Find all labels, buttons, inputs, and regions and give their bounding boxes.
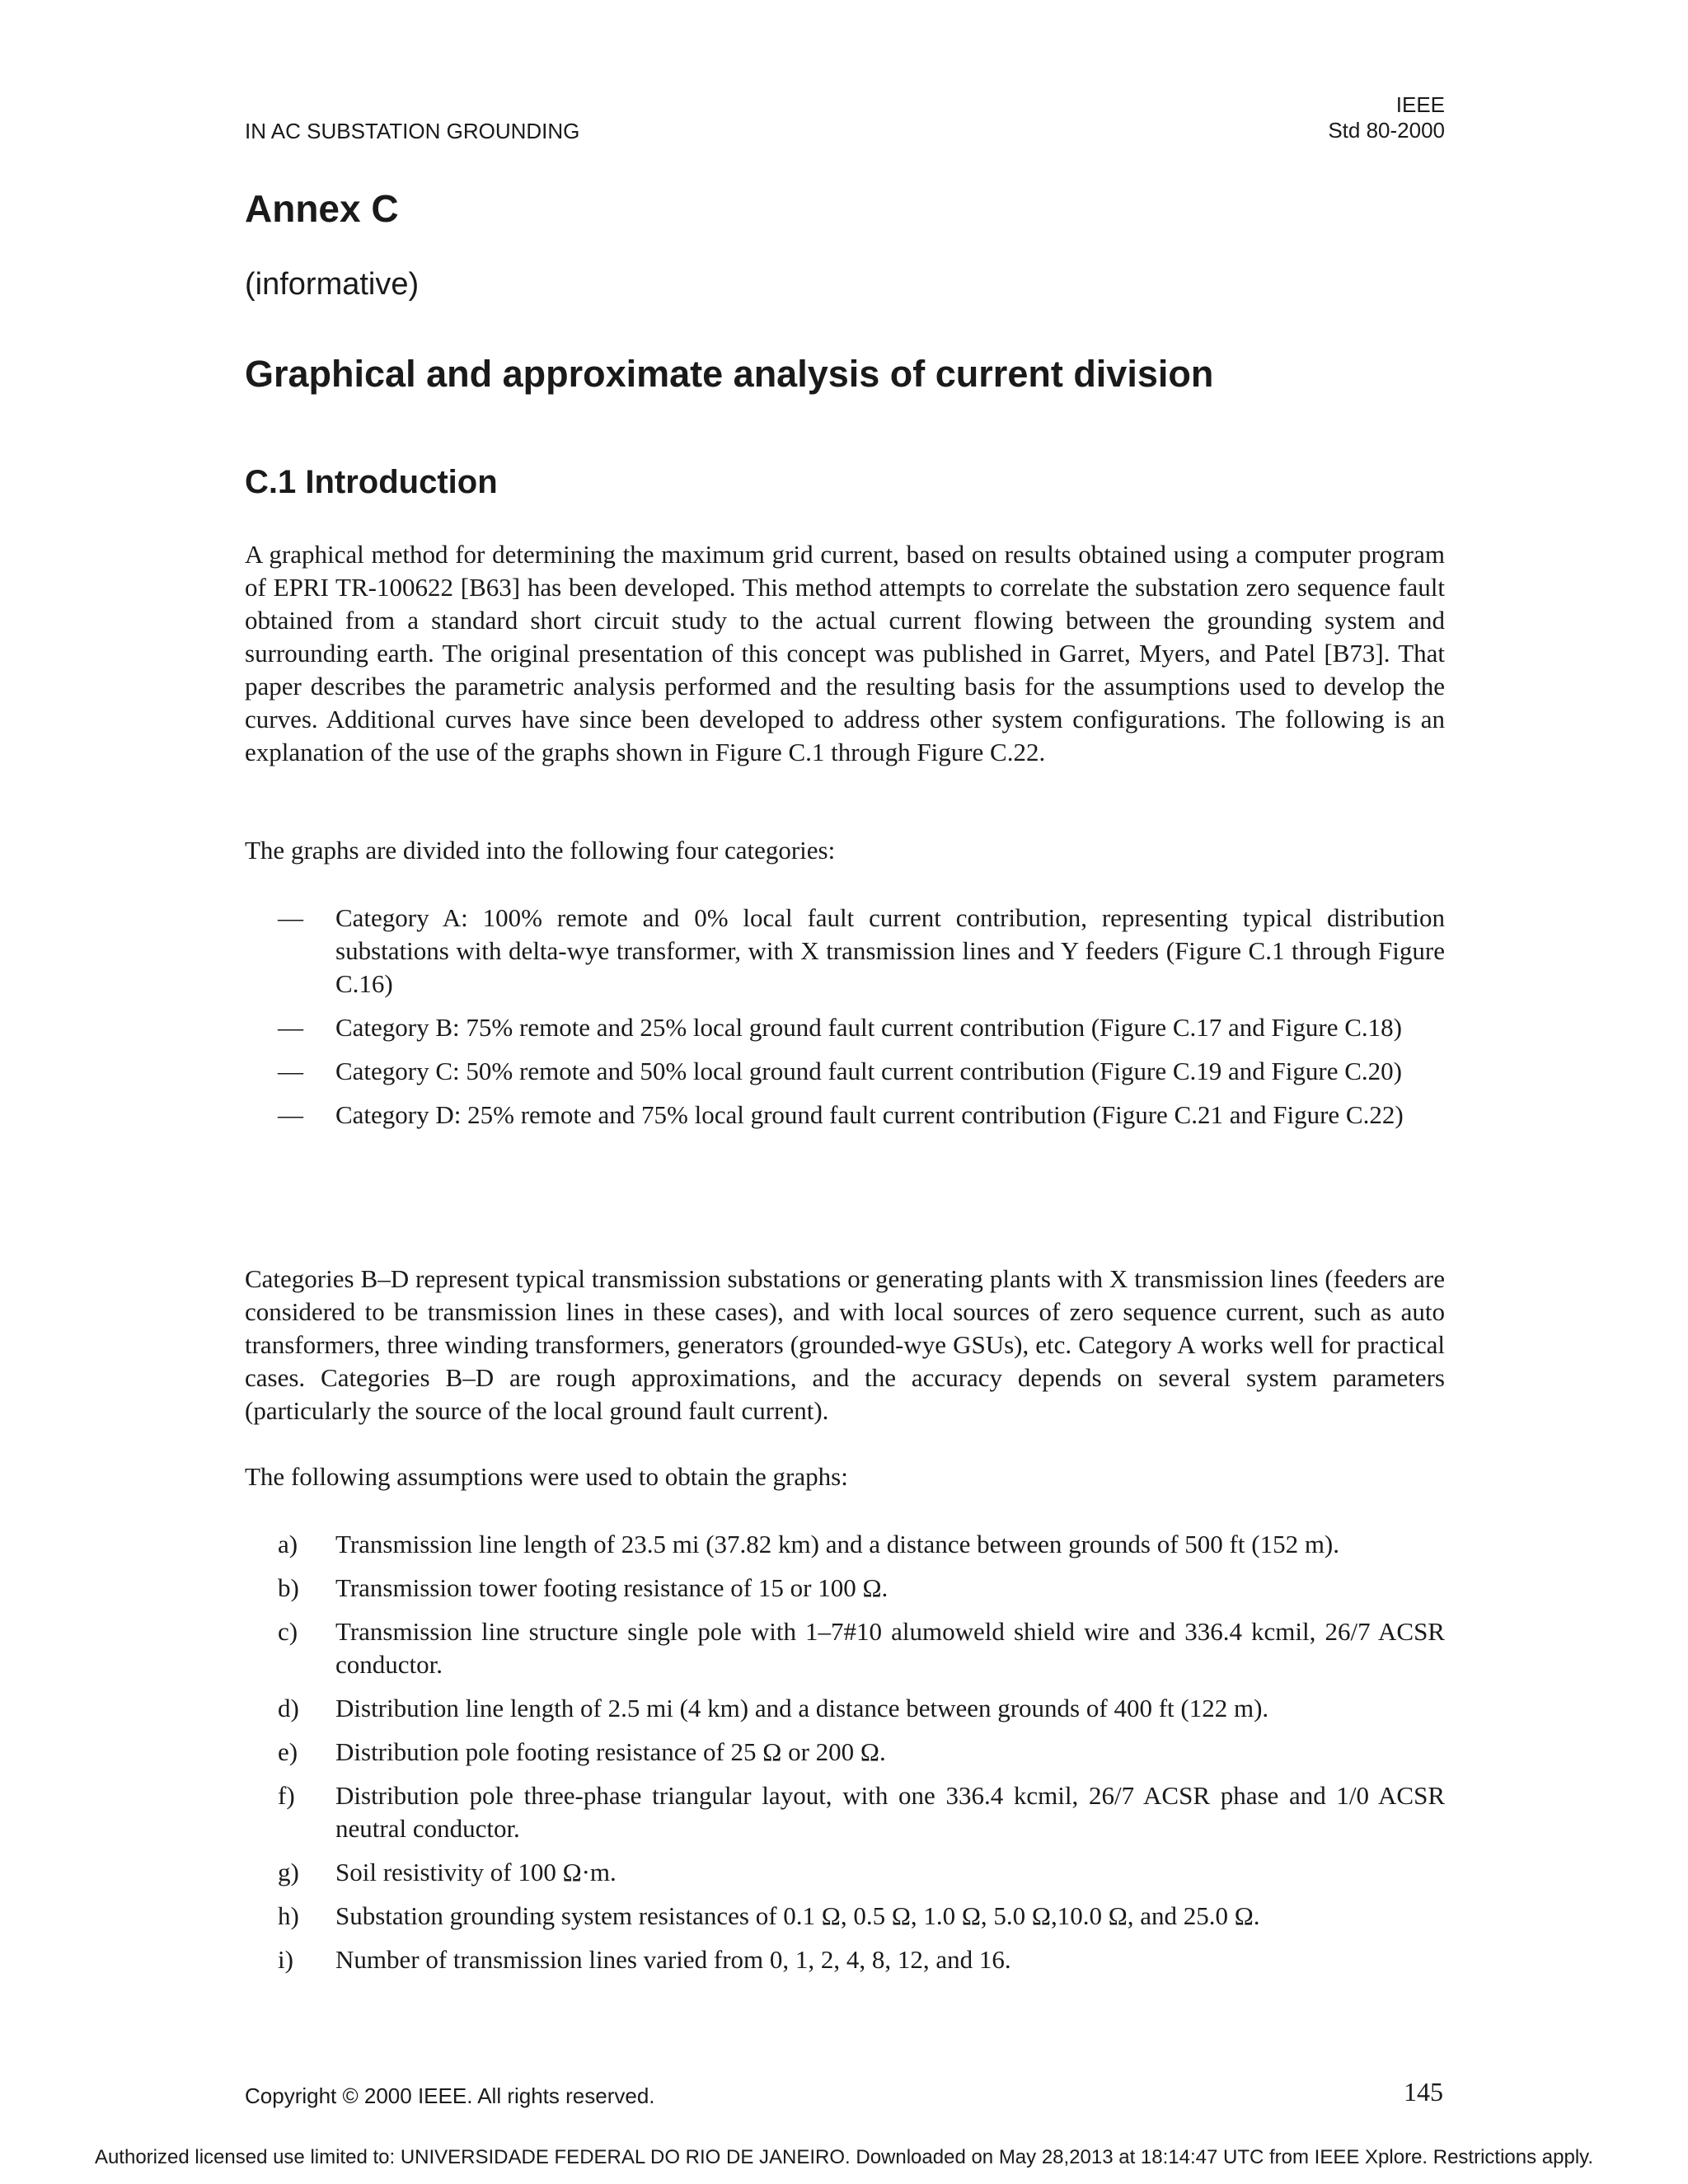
list-dash: — [278, 903, 303, 932]
header-std-number: Std 80-2000 [1328, 118, 1445, 143]
list-item [245, 1615, 1445, 1681]
list-dash: — [278, 1100, 303, 1129]
list-dash: — [278, 1057, 303, 1085]
list-item-text: Transmission line length of 23.5 mi (37.82 km) and a distance between grounds of 500 ft (152 m). [335, 1530, 1340, 1558]
list-item-text: Category A: 100% remote and 0% local fault current contribution, representing typical distribution substations with delta-wye transformer, with X transmission lines and Y feeders (Figure C.1 through Figure C.16) [335, 903, 1445, 998]
list-item [245, 1943, 1445, 1976]
list-marker: b) [278, 1573, 299, 1602]
list-item-text: Distribution pole footing resistance of 25 Ω or 200 Ω. [335, 1737, 886, 1766]
list-item-text: Distribution line length of 2.5 mi (4 km) and a distance between grounds of 400 ft (122 m). [335, 1694, 1269, 1722]
list-item-text: Number of transmission lines varied from 0, 1, 2, 4, 8, 12, and 16. [335, 1945, 1011, 1974]
assumptions-lead: The following assumptions were used to obtain the graphs: [245, 1462, 848, 1491]
intro-paragraph: A graphical method for determining the maximum grid current, based on results obtained using a computer program of EPRI TR-100622 [B63] has been developed. This method attempts to correlate the substation zero sequence fault obtained from a standard short circuit study to the actual current flowing between the grounding system and surrounding earth. The original presentation of this concept was published in Garret, Myers, and Patel [B73]. That paper describes the parametric analysis performed and the resulting basis for the assumptions used to develop the curves. Additional curves have since been developed to address other system configurations. The following is an explanation of the use of the graphs shown in Figure C.1 through Figure C.22. [245, 540, 1445, 766]
list-marker: f) [278, 1781, 295, 1810]
list-marker: i) [278, 1945, 293, 1974]
list-item [245, 1055, 1445, 1088]
list-item-text: Soil resistivity of 100 Ω·m. [335, 1858, 617, 1886]
page-number: 145 [1404, 2077, 1443, 2107]
list-marker: g) [278, 1858, 299, 1886]
categories-lead: The graphs are divided into the following four categories: [245, 836, 836, 865]
license-notice: Authorized licensed use limited to: UNIVERSIDADE FEDERAL DO RIO DE JANEIRO. Downloaded on May 28,2013 at 18:14:47 UTC from IEEE Xplore. Restrictions apply. [94, 2146, 1594, 2168]
list-marker: c) [278, 1617, 298, 1646]
assumptions-list [245, 1528, 1445, 1987]
list-item-text: Substation grounding system resistances of 0.1 Ω, 0.5 Ω, 1.0 Ω, 5.0 Ω,10.0 Ω, and 25.0 Ω. [335, 1901, 1260, 1930]
list-marker: h) [278, 1901, 299, 1930]
list-item [245, 1779, 1445, 1845]
list-item-text: Category D: 25% remote and 75% local ground fault current contribution (Figure C.21 and Figure C.22) [335, 1100, 1404, 1129]
running-header-standard [1328, 92, 1445, 143]
category-list [245, 902, 1445, 1142]
footer-copyright: Copyright © 2000 IEEE. All rights reserved. [245, 2083, 655, 2108]
list-item [245, 1692, 1445, 1725]
list-item [245, 1528, 1445, 1561]
list-item-text: Transmission tower footing resistance of 15 or 100 Ω. [335, 1573, 889, 1602]
annex-subtitle: (informative) [245, 267, 420, 302]
running-header-title: IN AC SUBSTATION GROUNDING [245, 119, 580, 143]
list-item [245, 1736, 1445, 1769]
list-item [245, 1856, 1445, 1889]
list-item [245, 1572, 1445, 1605]
list-marker: a) [278, 1530, 298, 1558]
list-item [245, 1099, 1445, 1132]
annex-main-title: Graphical and approximate analysis of current division [245, 353, 1214, 395]
list-item [245, 1011, 1445, 1044]
list-marker: d) [278, 1694, 299, 1722]
list-item [245, 902, 1445, 1001]
annex-title: Annex C [245, 187, 399, 230]
list-item [245, 1900, 1445, 1933]
list-marker: e) [278, 1737, 298, 1766]
list-dash: — [278, 1013, 303, 1042]
categories-explanation: Categories B–D represent typical transmission substations or generating plants with X transmission lines (feeders are considered to be transmission lines in these cases), and with local sources of zero sequence current, such as auto transformers, three winding transformers, generators (grounded-wye GSUs), etc. Category A works well for practical cases. Categories B–D are rough approximations, and the accuracy depends on several system parameters (particularly the source of the local ground fault current). [245, 1264, 1445, 1425]
list-item-text: Transmission line structure single pole with 1–7#10 alumoweld shield wire and 336.4 kcmil, 26/7 ACSR conductor. [335, 1617, 1445, 1679]
section-title: C.1 Introduction [245, 464, 498, 500]
header-org: IEEE [1395, 92, 1445, 117]
list-item-text: Distribution pole three-phase triangular layout, with one 336.4 kcmil, 26/7 ACSR phase and 1/0 ACSR neutral conductor. [335, 1781, 1445, 1843]
list-item-text: Category C: 50% remote and 50% local ground fault current contribution (Figure C.19 and Figure C.20) [335, 1057, 1402, 1085]
list-item-text: Category B: 75% remote and 25% local ground fault current contribution (Figure C.17 and Figure C.18) [335, 1013, 1402, 1042]
